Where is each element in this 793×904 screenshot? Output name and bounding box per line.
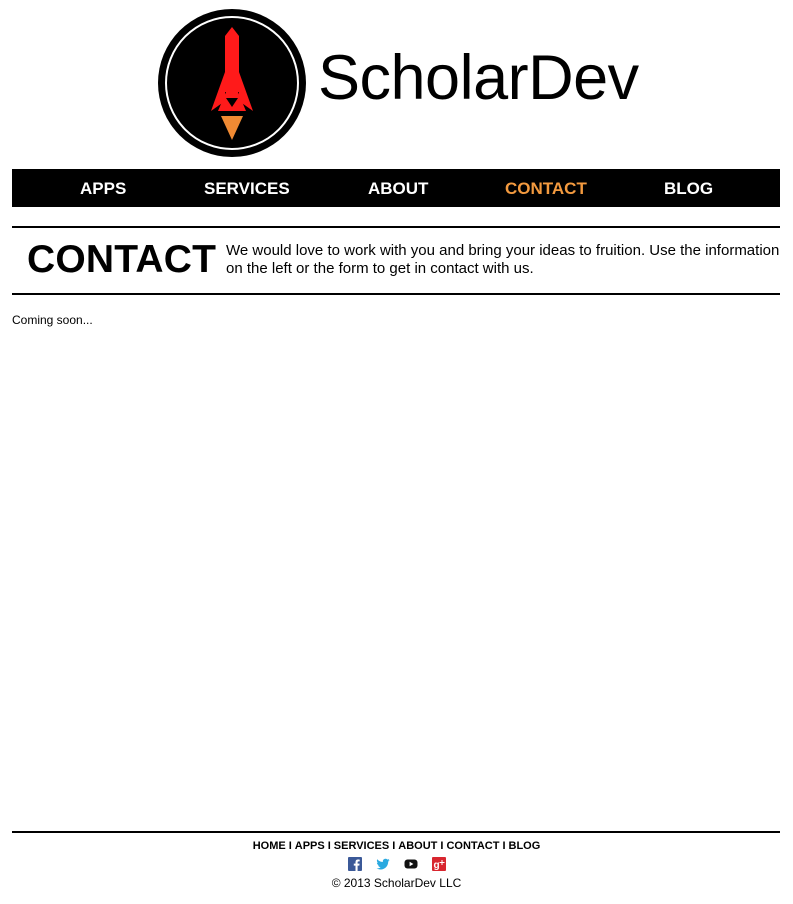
footer-link-home[interactable]: HOME: [252, 840, 286, 852]
copyright-text: © 2013 ScholarDev LLC: [331, 876, 462, 890]
youtube-icon[interactable]: [404, 857, 418, 871]
nav-item-about[interactable]: ABOUT: [368, 179, 429, 198]
footer-separator: I: [327, 840, 331, 852]
footer-nav: [0, 839, 793, 853]
divider-top: [12, 226, 780, 228]
footer-separator: I: [440, 840, 444, 852]
main-nav: [12, 169, 780, 207]
nav-item-contact[interactable]: CONTACT: [505, 179, 587, 198]
footer-link-services[interactable]: SERVICES: [333, 840, 390, 852]
nav-item-blog[interactable]: BLOG: [664, 179, 714, 198]
google-plus-icon[interactable]: [432, 857, 446, 871]
rocket-icon[interactable]: [157, 8, 307, 158]
social-links: [0, 857, 793, 873]
footer-link-contact[interactable]: CONTACT: [446, 840, 500, 852]
footer-link-apps[interactable]: APPS: [294, 840, 325, 852]
brand-name[interactable]: ScholarDev: [318, 43, 639, 113]
divider-bottom: [12, 293, 780, 295]
intro-text: We would love to work with you and bring your ideas to fruition. Use the information on the left or the form to get in contact with us.: [226, 242, 780, 277]
content-text: Coming soon...: [12, 313, 93, 327]
facebook-icon[interactable]: [348, 857, 362, 871]
footer-link-about[interactable]: ABOUT: [398, 840, 438, 852]
page-title: CONTACT: [27, 238, 217, 281]
footer-link-blog[interactable]: BLOG: [508, 840, 541, 852]
nav-item-apps[interactable]: APPS: [80, 179, 127, 198]
footer-separator: I: [392, 840, 396, 852]
nav-item-services[interactable]: SERVICES: [204, 179, 290, 198]
footer-separator: I: [502, 840, 506, 852]
footer-divider: [12, 831, 780, 833]
footer-separator: I: [288, 840, 292, 852]
site-header: [0, 0, 793, 165]
svg-text:g: g: [433, 860, 440, 871]
twitter-icon[interactable]: [376, 857, 390, 871]
